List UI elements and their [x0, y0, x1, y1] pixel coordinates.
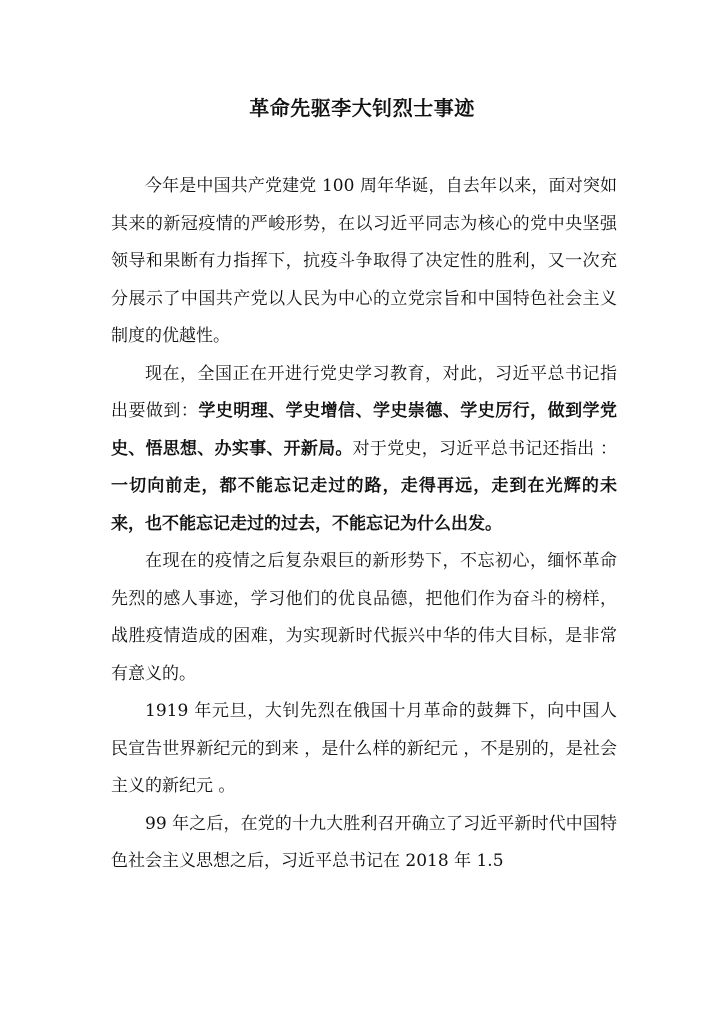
- paragraph-4-text: 1919 年元旦，大钊先烈在俄国十月革命的鼓舞下，向中国人民宣告世界新纪元的到来 ，是什么样的新纪元 ，不是别的，是社会主义的新纪元 。: [111, 701, 617, 796]
- paragraph-3-text: 在现在的疫情之后复杂艰巨的新形势下，不忘初心，缅怀革命先烈的感人事迹，学习他们的优良品德，把他们作为奋斗的榜样，战胜疫情造成的困难，为实现新时代振兴中华的伟大目标，是非常有意义的。: [111, 551, 617, 684]
- document-body: [111, 168, 617, 881]
- paragraph-2-text-a: 现在，全国正在开进行党史学习教育，对此，习近平总书记指出要做到：: [111, 363, 617, 421]
- paragraph-1: [111, 168, 617, 356]
- paragraph-2-text-b: 对于党史，习近平总书记还指出 ：: [352, 438, 618, 459]
- paragraph-2-bold-a: 学史明理、学史增信、学史崇德、学史厉行，做到学党史、悟思想、办实事、开新局。: [111, 401, 618, 459]
- paragraph-2-bold-b: 一切向前走，都不能忘记走过的路，走得再远，走到在光辉的未来，也不能忘记走过的过去，不能忘记为什么出发。: [111, 476, 617, 534]
- paragraph-1-text: 今年是中国共产党建党 100 周年华诞，自去年以来，面对突如其来的新冠疫情的严峻形势，在以习近平同志为核心的党中央坚强领导和果断有力指挥下，抗疫斗争取得了决定性的胜利，又一次充分展示了中国共产党以人民为中心的立党宗旨和中国特色社会主义制度的优越性。: [111, 176, 617, 346]
- paragraph-5: [111, 806, 617, 881]
- paragraph-5-text: 99 年之后，在党的十九大胜利召开确立了习近平新时代中国特色社会主义思想之后，习近平总书记在 2018 年 1.5: [111, 813, 617, 871]
- paragraph-3: [111, 543, 617, 693]
- paragraph-2: [111, 356, 617, 544]
- document-title: 革命先驱李大钊烈士事迹: [249, 96, 475, 120]
- paragraph-4: [111, 693, 617, 806]
